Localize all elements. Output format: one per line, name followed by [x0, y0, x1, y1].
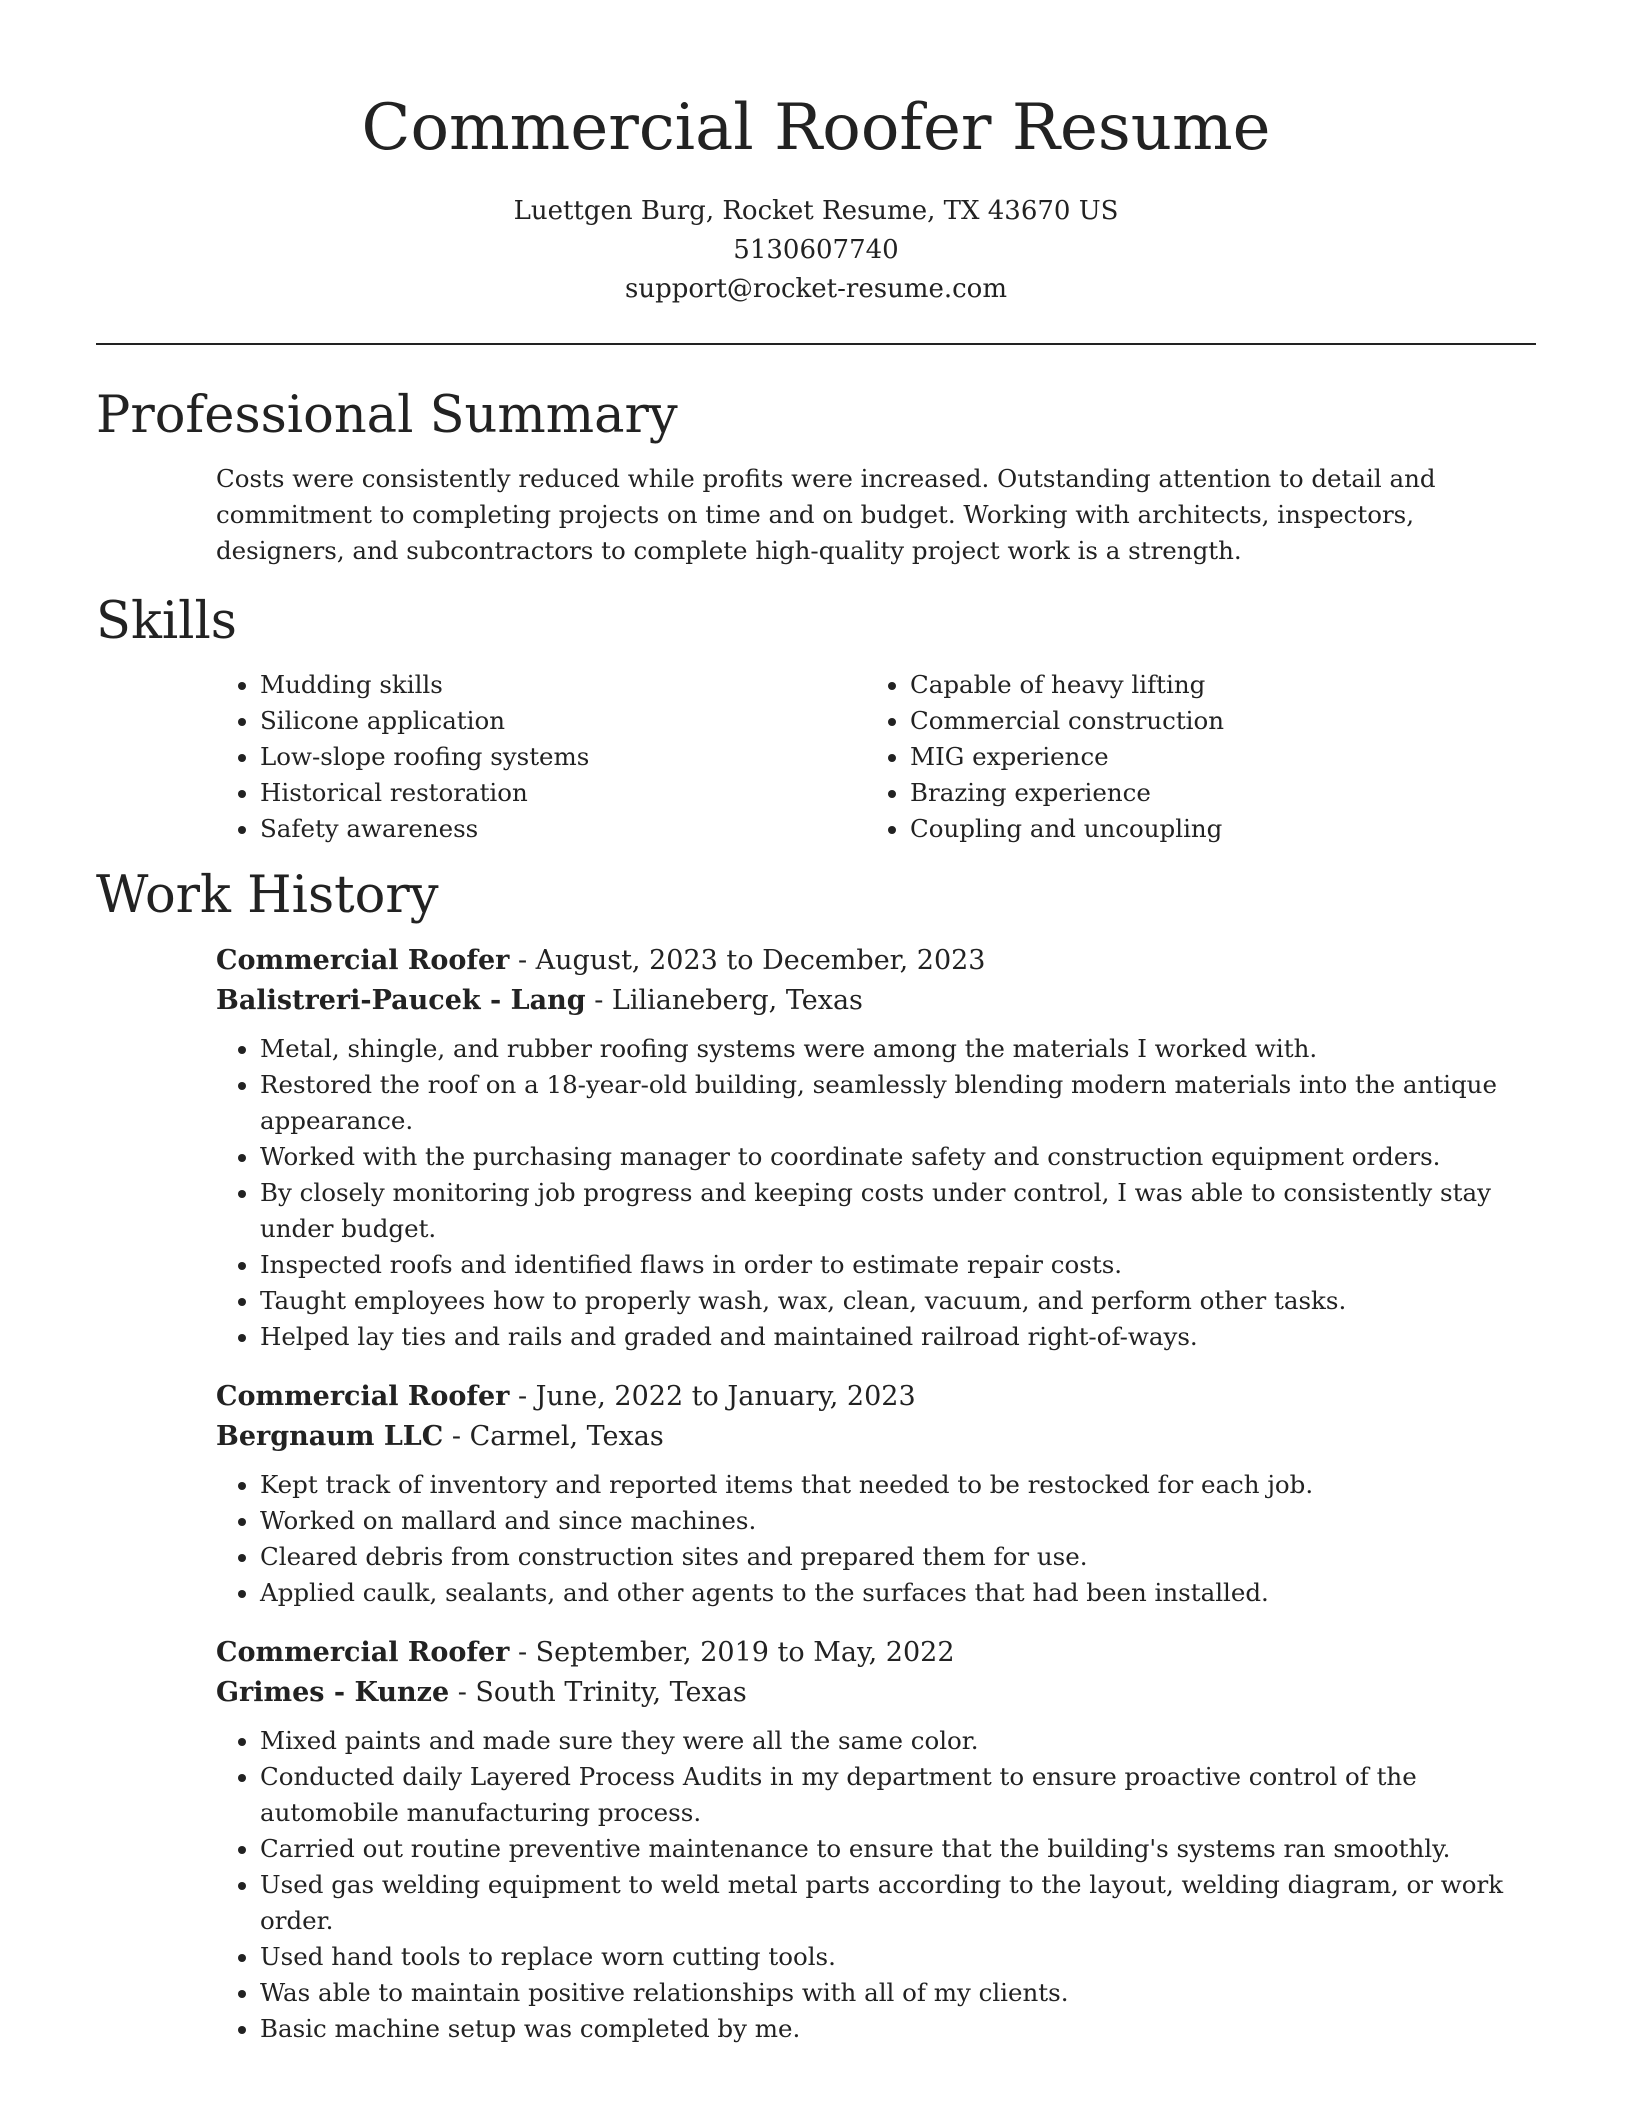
- work-history-heading: Work History: [96, 866, 439, 925]
- summary-text: Costs were consistently reduced while profits were increased. Outstanding attention to detail and commitment to completing projects on time and on budget. Working with architects, inspectors, designers, and subcontractors to complete high-quality project work is a strength.: [216, 464, 1436, 565]
- phone: 5130607740: [733, 235, 899, 265]
- job-company: Balistreri-Paucek - Lang: [216, 985, 586, 1016]
- resume-title: Commercial Roofer Resume: [361, 91, 1271, 165]
- skills-heading: Skills: [96, 592, 237, 651]
- resume-header: [96, 0, 1536, 309]
- job-bullet: • Kept track of inventory and reported items that needed to be restocked for each job.: [260, 1467, 1536, 1503]
- header-divider: [96, 343, 1536, 345]
- job-title-line: [216, 941, 1536, 981]
- job-bullets: [216, 1031, 1536, 1355]
- job-bullet: • Used gas welding equipment to weld metal parts according to the layout, welding diagram, or work order.: [260, 1867, 1536, 1939]
- job-bullets: [216, 1723, 1536, 2047]
- job-entry: [216, 1377, 1536, 1611]
- summary-section: [96, 383, 1536, 569]
- resume-page: [96, 0, 1536, 2069]
- summary-heading: Professional Summary: [96, 386, 678, 445]
- skill-item: • Brazing experience: [910, 775, 1516, 811]
- work-history-section: [96, 863, 1536, 2047]
- job-location: - Carmel, Texas: [443, 1421, 664, 1452]
- job-company: Bergnaum LLC: [216, 1421, 444, 1452]
- job-title-line: [216, 1633, 1536, 1673]
- job-bullet: • Carried out routine preventive maintenance to ensure that the building's systems ran smoothly.: [260, 1831, 1536, 1867]
- skills-section: [96, 589, 1536, 847]
- job-bullet: • Inspected roofs and identified flaws in order to estimate repair costs.: [260, 1247, 1536, 1283]
- job-title-line: [216, 1377, 1536, 1417]
- skill-item: • Commercial construction: [910, 703, 1516, 739]
- skill-item: • Low-slope roofing systems: [260, 739, 866, 775]
- job-company-line: [216, 1417, 1536, 1457]
- job-bullet: • Basic machine setup was completed by me.: [260, 2011, 1536, 2047]
- job-bullet: • Used hand tools to replace worn cutting tools.: [260, 1939, 1536, 1975]
- job-bullet: • Restored the roof on a 18-year-old building, seamlessly blending modern materials into the antique appearance.: [260, 1067, 1536, 1139]
- job-title: Commercial Roofer: [216, 1637, 510, 1668]
- skill-item: • MIG experience: [910, 739, 1516, 775]
- skill-item: • Silicone application: [260, 703, 866, 739]
- job-bullet: • Taught employees how to properly wash, wax, clean, vacuum, and perform other tasks.: [260, 1283, 1536, 1319]
- skill-item: • Capable of heavy lifting: [910, 667, 1516, 703]
- job-title: Commercial Roofer: [216, 945, 510, 976]
- job-dates: - September, 2019 to May, 2022: [509, 1637, 955, 1668]
- job-dates: - June, 2022 to January, 2023: [509, 1381, 916, 1412]
- job-bullet: • Worked on mallard and since machines.: [260, 1503, 1536, 1539]
- job-location: - Lilianeberg, Texas: [585, 985, 863, 1016]
- job-entry: [216, 1633, 1536, 2047]
- job-location: - South Trinity, Texas: [449, 1677, 747, 1708]
- email: support@rocket-resume.com: [624, 274, 1007, 304]
- job-bullets: [216, 1467, 1536, 1611]
- job-bullet: • Metal, shingle, and rubber roofing systems were among the materials I worked with.: [260, 1031, 1536, 1067]
- job-title: Commercial Roofer: [216, 1381, 510, 1412]
- job-entry: [216, 941, 1536, 1355]
- job-bullet: • By closely monitoring job progress and keeping costs under control, I was able to consistently stay under budget.: [260, 1175, 1536, 1247]
- skill-item: • Safety awareness: [260, 811, 866, 847]
- skill-item: • Mudding skills: [260, 667, 866, 703]
- job-bullet: • Mixed paints and made sure they were all the same color.: [260, 1723, 1536, 1759]
- job-company-line: [216, 981, 1536, 1021]
- job-company: Grimes - Kunze: [216, 1677, 450, 1708]
- job-bullet: • Worked with the purchasing manager to coordinate safety and construction equipment orders.: [260, 1139, 1536, 1175]
- skills-list: [216, 667, 1536, 847]
- job-bullet: • Conducted daily Layered Process Audits in my department to ensure proactive control of the automobile manufacturing process.: [260, 1759, 1536, 1831]
- job-bullet: • Applied caulk, sealants, and other agents to the surfaces that had been installed.: [260, 1575, 1536, 1611]
- job-bullet: • Was able to maintain positive relationships with all of my clients.: [260, 1975, 1536, 2011]
- skills-column-left: [216, 667, 866, 847]
- skill-item: • Historical restoration: [260, 775, 866, 811]
- skills-column-right: [866, 667, 1516, 847]
- job-bullet: • Cleared debris from construction sites and prepared them for use.: [260, 1539, 1536, 1575]
- skill-item: • Coupling and uncoupling: [910, 811, 1516, 847]
- job-bullet: • Helped lay ties and rails and graded and maintained railroad right-of-ways.: [260, 1319, 1536, 1355]
- job-company-line: [216, 1673, 1536, 1713]
- job-dates: - August, 2023 to December, 2023: [509, 945, 986, 976]
- address: Luettgen Burg, Rocket Resume, TX 43670 US: [513, 196, 1119, 226]
